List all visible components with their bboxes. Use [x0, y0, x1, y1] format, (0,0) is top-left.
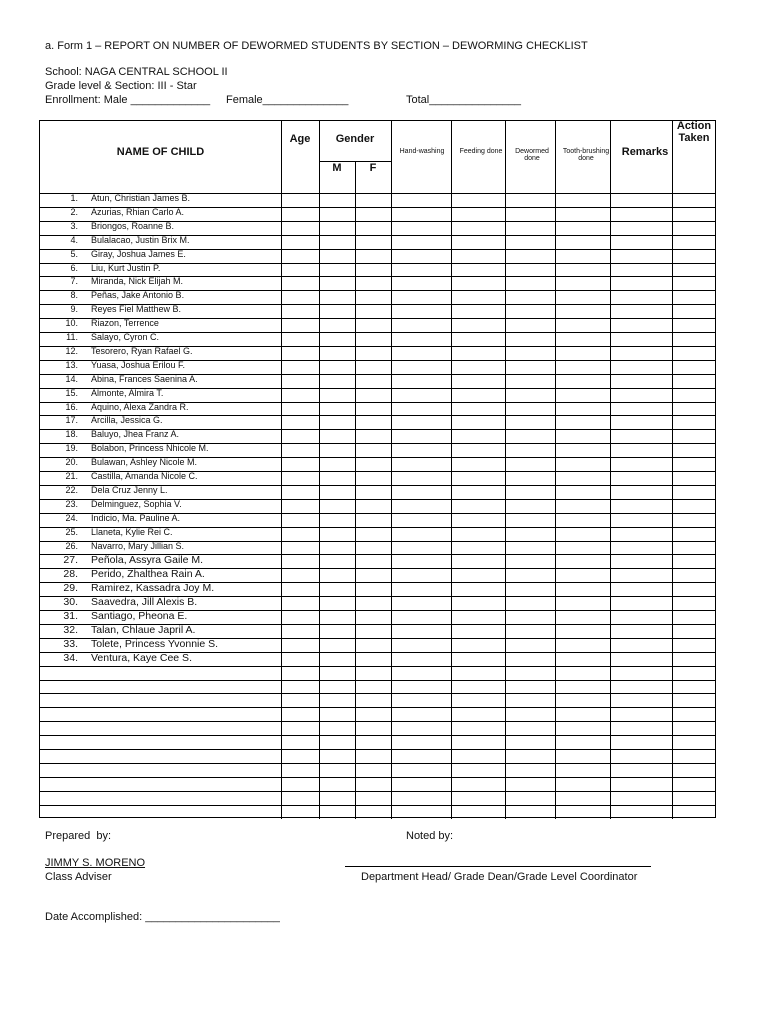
child-name: Saavedra, Jill Alexis B. — [91, 596, 198, 608]
col-action-header: Action Taken — [676, 120, 712, 144]
col-name-header: NAME OF CHILD — [116, 146, 205, 158]
row-number: 16. — [65, 402, 78, 412]
child-name: Delminguez, Sophia V. — [91, 499, 182, 509]
col-handwashing-header: Hand-washing — [399, 148, 445, 155]
prepared-by-label: Prepared by: — [45, 830, 112, 842]
grid-hline — [40, 693, 715, 694]
row-number: 31. — [63, 610, 78, 622]
grid-hline — [40, 735, 715, 736]
child-name: Ramirez, Kassadra Joy M. — [91, 582, 215, 594]
child-name: Bulalacao, Justin Brix M. — [91, 235, 190, 245]
row-number: 15. — [65, 388, 78, 398]
row-number: 28. — [63, 568, 78, 580]
col-age-header: Age — [289, 133, 311, 145]
enrollment-male: Enrollment: Male _____________ — [45, 94, 211, 106]
grid-vline — [451, 121, 452, 819]
row-number: 26. — [65, 541, 78, 551]
child-name: Baluyo, Jhea Franz A. — [91, 429, 180, 439]
row-number: 33. — [63, 638, 78, 650]
date-accomplished: Date Accomplished: ______________________ — [45, 911, 280, 923]
row-number: 22. — [65, 485, 78, 495]
grade-section: Grade level & Section: III - Star — [45, 80, 197, 92]
noted-title: Department Head/ Grade Dean/Grade Level Coordinator — [361, 871, 638, 883]
row-number: 17. — [65, 415, 78, 425]
child-name: Peñola, Assyra Gaile M. — [91, 554, 204, 566]
grid-vline — [281, 121, 282, 819]
row-number: 27. — [63, 554, 78, 566]
row-number: 21. — [65, 471, 78, 481]
row-number: 18. — [65, 429, 78, 439]
grid-hline — [40, 805, 715, 806]
noted-by-label: Noted by: — [406, 830, 454, 842]
child-name: Bulawan, Ashley Nicole M. — [91, 457, 198, 467]
row-number: 30. — [63, 596, 78, 608]
child-name: Santiago, Pheona E. — [91, 610, 188, 622]
grid-hline — [40, 707, 715, 708]
col-dewormed-header: Dewormed done — [515, 148, 549, 163]
child-name: Bolabon, Princess Nhicole M. — [91, 443, 209, 453]
col-gender-header: Gender — [335, 133, 375, 145]
grid-vline — [672, 121, 673, 819]
row-number: 29. — [63, 582, 78, 594]
adviser-title: Class Adviser — [45, 871, 112, 883]
row-number: 1. — [70, 193, 78, 203]
child-name: Tesorero, Ryan Rafael G. — [91, 346, 193, 356]
row-number: 25. — [65, 527, 78, 537]
child-name: Riazon, Terrence — [91, 318, 159, 328]
row-number: 5. — [70, 249, 78, 259]
row-number: 8. — [70, 290, 78, 300]
child-name: Ventura, Kaye Cee S. — [91, 652, 192, 664]
row-number: 9. — [70, 304, 78, 314]
col-female-header: F — [369, 162, 377, 174]
child-name: Reyes Fiel Matthew B. — [91, 304, 182, 314]
child-name: Arcilla, Jessica G. — [91, 415, 163, 425]
row-number: 7. — [70, 276, 78, 286]
row-number: 11. — [66, 332, 78, 342]
child-name: Abina, Frances Saenina A. — [91, 374, 198, 384]
row-number: 13. — [65, 360, 78, 370]
row-number: 20. — [65, 457, 78, 467]
grid-vline — [505, 121, 506, 819]
row-number: 34. — [63, 652, 78, 664]
grid-hline — [40, 777, 715, 778]
row-number: 23. — [65, 499, 78, 509]
child-name: Yuasa, Joshua Erilou F. — [91, 360, 186, 370]
row-number: 6. — [70, 263, 78, 273]
grid-hline — [40, 749, 715, 750]
row-number: 10. — [65, 318, 78, 328]
school-name: School: NAGA CENTRAL SCHOOL II — [45, 66, 228, 78]
child-name: Liu, Kurt Justin P. — [91, 263, 161, 273]
row-number: 3. — [70, 221, 78, 231]
grid-vline — [610, 121, 611, 819]
child-name: Salayo, Cyron C. — [91, 332, 160, 342]
row-number: 32. — [63, 624, 78, 636]
adviser-name: JIMMY S. MORENO — [45, 857, 146, 869]
grid-vline — [555, 121, 556, 819]
child-name: Talan, Chlaue Japril A. — [91, 624, 196, 636]
row-number: 4. — [70, 235, 78, 245]
child-name: Azurias, Rhian Carlo A. — [91, 207, 185, 217]
child-name: Indicio, Ma. Pauline A. — [91, 513, 181, 523]
child-name: Llaneta, Kylie Rei C. — [91, 527, 173, 537]
child-name: Briongos, Roanne B. — [91, 221, 175, 231]
child-name: Perido, Zhalthea Rain A. — [91, 568, 205, 580]
grid-hline — [40, 666, 715, 667]
child-name: Aquino, Alexa Zandra R. — [91, 402, 189, 412]
child-name: Dela Cruz Jenny L. — [91, 485, 168, 495]
child-name: Giray, Joshua James E. — [91, 249, 186, 259]
grid-vline — [391, 121, 392, 819]
child-name: Atun, Christian James B. — [91, 193, 191, 203]
enrollment-female: Female______________ — [226, 94, 349, 106]
child-name: Tolete, Princess Yvonnie S. — [91, 638, 219, 650]
col-feeding-header: Feeding done — [459, 148, 503, 155]
form-title: a. Form 1 – REPORT ON NUMBER OF DEWORMED STUDENTS BY SECTION – DEWORMING CHECKLIST — [45, 40, 588, 52]
gender-divider — [319, 161, 391, 162]
col-remarks-header: Remarks — [621, 146, 669, 158]
child-name: Miranda, Nick Elijah M. — [91, 276, 184, 286]
grid-hline — [40, 721, 715, 722]
grid-vline — [319, 121, 320, 819]
grid-hline — [40, 680, 715, 681]
grid-hline — [40, 763, 715, 764]
col-male-header: M — [332, 162, 342, 174]
child-name: Peñas, Jake Antonio B. — [91, 290, 185, 300]
child-name: Almonte, Almira T. — [91, 388, 164, 398]
signature-line — [345, 866, 651, 867]
grid-hline — [40, 791, 715, 792]
row-number: 24. — [65, 513, 78, 523]
row-number: 14. — [65, 374, 78, 384]
row-number: 19. — [65, 443, 78, 453]
row-number: 2. — [70, 207, 78, 217]
child-name: Castilla, Amanda Nicole C. — [91, 471, 198, 481]
child-name: Navarro, Mary Jillian S. — [91, 541, 185, 551]
enrollment-total: Total_______________ — [406, 94, 522, 106]
row-number: 12. — [65, 346, 78, 356]
col-toothbrushing-header: Tooth-brushing done — [562, 148, 610, 163]
